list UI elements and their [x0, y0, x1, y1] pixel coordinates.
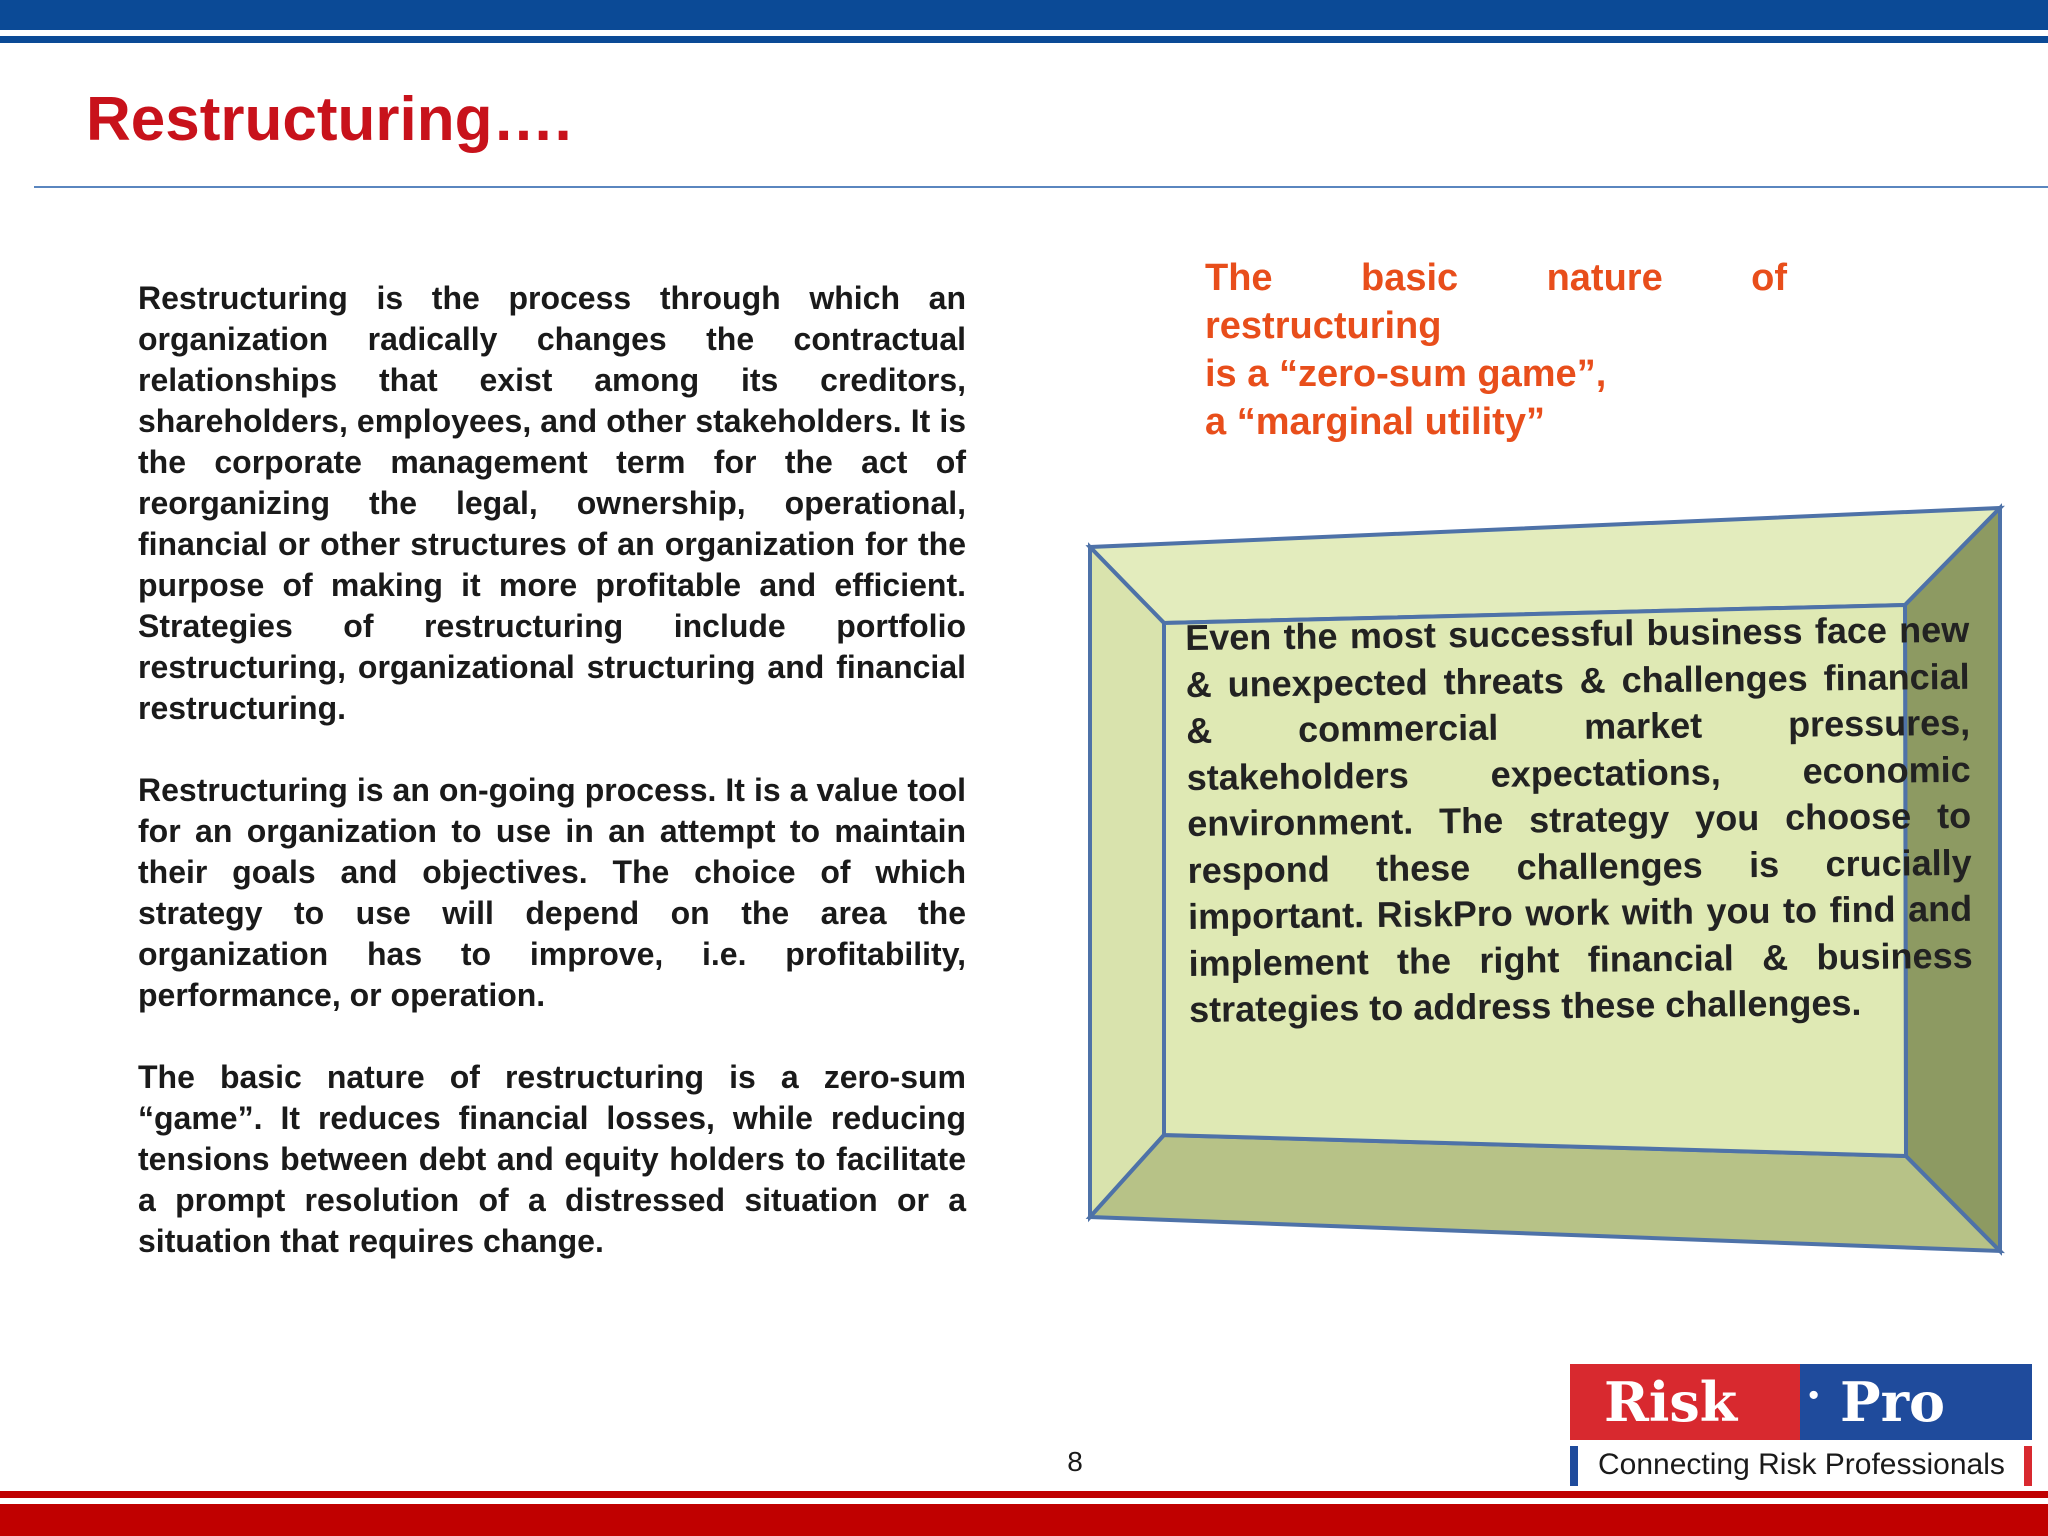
- logo-tagline: Connecting Risk Professionals: [1598, 1448, 2005, 1481]
- logo-word-pro: Pro: [1840, 1370, 1946, 1434]
- logo-accent-left: [1570, 1446, 1578, 1486]
- quote-line-1: The basic nature of: [1205, 257, 1787, 299]
- logo-accent-right: [2024, 1446, 2032, 1486]
- header-stripe: [0, 36, 2048, 43]
- logo-word-risk: Risk: [1604, 1370, 1738, 1434]
- body-paragraph-1: Restructuring is the process through which an organization radically changes the contractual relationships that exist among its creditors, shareholders, employees, and other stakeholders. It is the corporate management term for the act of reorganizing the legal, ownership, operational, financial or other structures of an organization for the purpose of making it more profitable and efficient. Strategies of restructuring include portfolio restructuring, organizational structuring and financial restructuring.: [138, 280, 966, 726]
- title-divider: [34, 186, 2048, 188]
- highlight-quote: [1205, 254, 1787, 446]
- slide-title: Restructuring….: [86, 85, 572, 154]
- body-paragraph-2: Restructuring is an on-going process. It is a value tool for an organization to use in an attempt to maintain their goals and objectives. The choice of which strategy to use will depend on the area the organization has to improve, i.e. profitability, performance, or operation.: [138, 772, 966, 1013]
- quote-line-3: is a “zero-sum game”,: [1205, 353, 1607, 395]
- quote-line-2: restructuring: [1205, 305, 1442, 347]
- logo-separator: ·: [1806, 1370, 1822, 1421]
- body-text: [138, 278, 966, 1303]
- quote-line-4: a “marginal utility”: [1205, 401, 1545, 443]
- body-paragraph-3: The basic nature of restructuring is a zero-sum “game”. It reduces financial losses, while reducing tensions between debt and equity holders to facilitate a prompt resolution of a distressed situation or a situation that requires change.: [138, 1059, 966, 1259]
- header-band: [0, 0, 2048, 30]
- frame-left-bevel: [1090, 547, 1164, 1217]
- footer-band: [0, 1504, 2048, 1536]
- framed-text: Even the most successful business face new & unexpected threats & challenges financial & commercial market pressures, stakeholders expectations, economic environment. The strategy you choose to respond these challenges is crucially important. RiskPro work with you to find and implement the right financial & business strategies to address these challenges.: [1185, 608, 1973, 1030]
- page-number: 8: [1067, 1446, 1083, 1477]
- bevel-frame-callout: [1085, 503, 2005, 1258]
- riskpro-logo: [1570, 1364, 2032, 1488]
- footer-stripe: [0, 1491, 2048, 1498]
